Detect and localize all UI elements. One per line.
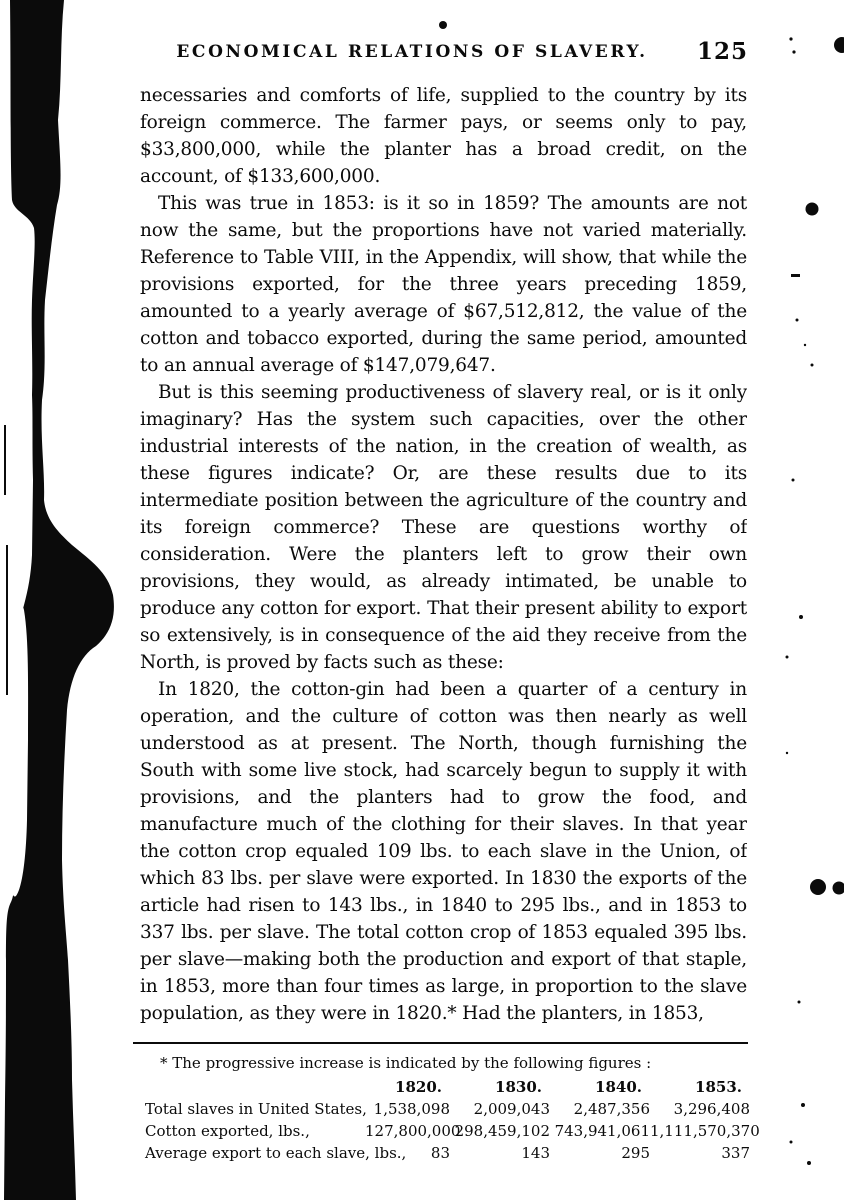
footnote	[130, 1042, 760, 1164]
header-year-1820: 1820.	[395, 1078, 442, 1096]
cell-value: 1,538,098	[373, 1100, 450, 1118]
cell-value: 1,111,570,370	[650, 1122, 760, 1140]
cell-value: 83	[430, 1144, 450, 1162]
footnote-intro: * The progressive increase is indicated by the following figures :	[160, 1054, 652, 1072]
row-label-average-export: Average export to each slave, lbs.,	[145, 1144, 407, 1162]
row-label-total-slaves: Total slaves in United States,	[145, 1100, 367, 1118]
cell-value: 743,941,061	[554, 1122, 650, 1140]
table-row	[130, 1120, 750, 1142]
cell-value: 143	[521, 1144, 550, 1162]
page-number: 125	[696, 38, 748, 65]
cell-value: 127,800,000	[365, 1122, 461, 1140]
cell-value: 3,296,408	[673, 1100, 750, 1118]
row-label-cotton-exported: Cotton exported, lbs.,	[145, 1122, 310, 1140]
header-year-1853: 1853.	[695, 1078, 742, 1096]
table-row	[130, 1098, 750, 1120]
gutter-shadow-artifact	[0, 0, 130, 1200]
footnote-table-header-row	[130, 1076, 750, 1098]
cell-value: 337	[721, 1144, 750, 1162]
paragraph-3: But is this seeming productiveness of slavery real, or is it only imaginary? Has the system such capacities, over the other industrial interests of the nation, in the creation of wealth, as these figures indicate? Or, are these results due to its intermediate position between the agriculture of the country and its foreign commerce? These are questions worthy of consideration. Were the planters left to grow their own provisions, they would, as already intimated, be unable to produce any cotton for export. That their present ability to export so extensively, is in consequence of the aid they receive from the North, is proved by facts such as these:	[140, 382, 747, 673]
header-year-1830: 1830.	[495, 1078, 542, 1096]
table-row	[130, 1142, 750, 1164]
body-text	[140, 82, 747, 1038]
paragraph-4: In 1820, the cotton-gin had been a quarter of a century in operation, and the culture of cotton was then nearly as well understood as at present. The North, though furnishing the South with some live stock, had scarcely begun to supply it with provisions, and the planters had to grow the food, and manufacture much of the clothing for their slaves. In that year the cotton crop equaled 109 lbs. to each slave in the Union, of which 83 lbs. per slave were exported. In 1830 the exports of the article had risen to 143 lbs., in 1840 to 295 lbs., and in 1853 to 337 lbs. per slave. The total cotton crop of 1853 equaled 395 lbs. per slave—making both the production and export of that staple, in 1853, more than four times as large, in proportion to the slave population, as they were in 1820.* Had the planters, in 1853,	[140, 679, 747, 1024]
page-title: ECONOMICAL RELATIONS OF SLAVERY.	[176, 42, 648, 62]
header-year-1840: 1840.	[595, 1078, 642, 1096]
cell-value: 298,459,102	[454, 1122, 550, 1140]
cell-value: 2,487,356	[573, 1100, 650, 1118]
footnote-separator-rule	[133, 1042, 748, 1044]
cell-value: 2,009,043	[473, 1100, 550, 1118]
cell-value: 295	[621, 1144, 650, 1162]
header-empty-cell	[130, 1076, 365, 1098]
footnote-table	[130, 1076, 760, 1164]
paragraph-2: This was true in 1853: is it so in 1859? The amounts are not now the same, but the proportions have not varied materially. Reference to Table VIII, in the Appendix, will show, that while the provisions exported, for the three years preceding 1859, amounted to a yearly average of $67,512,812, the value of the cotton and tobacco exported, during the same period, amounted to an annual average of $147,079,647.	[140, 193, 747, 376]
paragraph-1: necessaries and comforts of life, supplied to the country by its foreign commerce. The farmer pays, or seems only to pay, $33,800,000, while the planter has a broad credit, on the account, of $133,600,000.	[140, 85, 747, 187]
running-head	[140, 38, 748, 68]
